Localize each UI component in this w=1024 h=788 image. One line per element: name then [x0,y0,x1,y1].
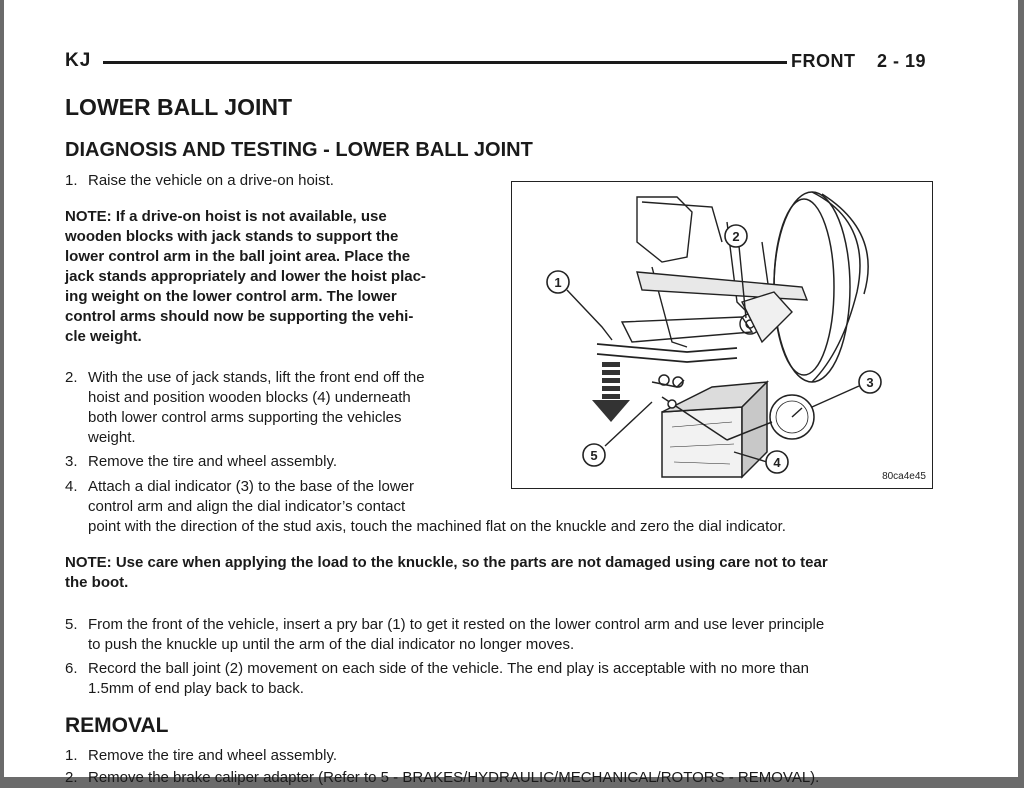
step-number: 3. [65,453,78,470]
note-line: cle weight. [65,328,142,345]
diagnosis-step-2 [65,368,485,448]
callout-4: 4 [773,455,781,470]
step-line: weight. [88,429,136,446]
step-line: to push the knuckle up until the arm of the dial indicator no longer moves. [88,636,575,653]
step-line: Attach a dial indicator (3) to the base of the lower [88,478,415,495]
step-text: Remove the brake caliper adapter (Refer to 5 - BRAKES/HYDRAULIC/MECHANICAL/ROTORS - REMOVAL). [88,769,820,786]
step-number: 2. [65,369,78,386]
diagnosis-step-6 [65,659,935,699]
page-header [65,50,935,74]
model-code: KJ [65,50,92,71]
note-line: jack stands appropriately and lower the hoist plac- [65,268,426,285]
callout-3: 3 [866,375,874,390]
section-subtitle: DIAGNOSIS AND TESTING - LOWER BALL JOINT [65,139,533,161]
force-arrow [592,362,630,422]
note-line: wooden blocks with jack stands to support the [65,228,399,245]
suspension-assembly [622,197,807,347]
section-name: FRONT [791,51,856,71]
step-text: Raise the vehicle on a drive-on hoist. [88,172,334,189]
step-text: Remove the tire and wheel assembly. [88,453,338,470]
note-line: the boot. [65,574,129,591]
figure-id: 80ca4e45 [882,471,926,482]
page-number: 2 - 19 [877,51,927,71]
callout-2: 2 [732,229,740,244]
step-line: 1.5mm of end play back to back. [88,680,304,697]
step-line: hoist and position wooden blocks (4) underneath [88,389,411,406]
step-number: 4. [65,478,78,495]
note-line: ing weight on the lower control arm. The lower [65,288,397,305]
page-title: LOWER BALL JOINT [65,94,293,120]
step-line: From the front of the vehicle, insert a pry bar (1) to get it rested on the lower control arm and use lever principle [88,616,825,633]
note-line: control arms should now be supporting the vehi- [65,308,414,325]
removal-step-2 [65,768,935,788]
removal-step-1 [65,746,935,766]
note-use-care [65,553,935,593]
step-number: 2. [65,769,78,786]
step-line: With the use of jack stands, lift the front end off the [88,369,425,386]
step-line: Record the ball joint (2) movement on each side of the vehicle. The end play is acceptable with no more than [88,660,809,677]
step-line: both lower control arms supporting the vehicles [88,409,402,426]
callout-1: 1 [554,275,562,290]
header-rule [103,61,787,64]
note-drive-on-hoist [65,207,475,347]
ball-joint-figure [511,181,933,489]
diagnosis-step-3 [65,452,485,472]
figure-illustration [512,182,932,488]
note-line: lower control arm in the ball joint area. Place the [65,248,411,265]
step-number: 1. [65,172,78,189]
step-number: 6. [65,660,78,677]
callout-5: 5 [590,448,598,463]
note-line: NOTE: Use care when applying the load to the knuckle, so the parts are not damaged using care not to tear [65,554,828,571]
step-line: control arm and align the dial indicator’s contact [88,498,406,515]
note-line: NOTE: If a drive-on hoist is not available, use [65,208,387,225]
step-line: point with the direction of the stud axis, touch the machined flat on the knuckle and zero the dial indicator. [88,518,786,535]
manual-page [4,0,1018,786]
step-number: 1. [65,747,78,764]
step-number: 5. [65,616,78,633]
pry-bar [597,344,737,362]
removal-heading: REMOVAL [65,714,169,737]
diagnosis-step-5 [65,615,935,655]
step-text: Remove the tire and wheel assembly. [88,747,338,764]
